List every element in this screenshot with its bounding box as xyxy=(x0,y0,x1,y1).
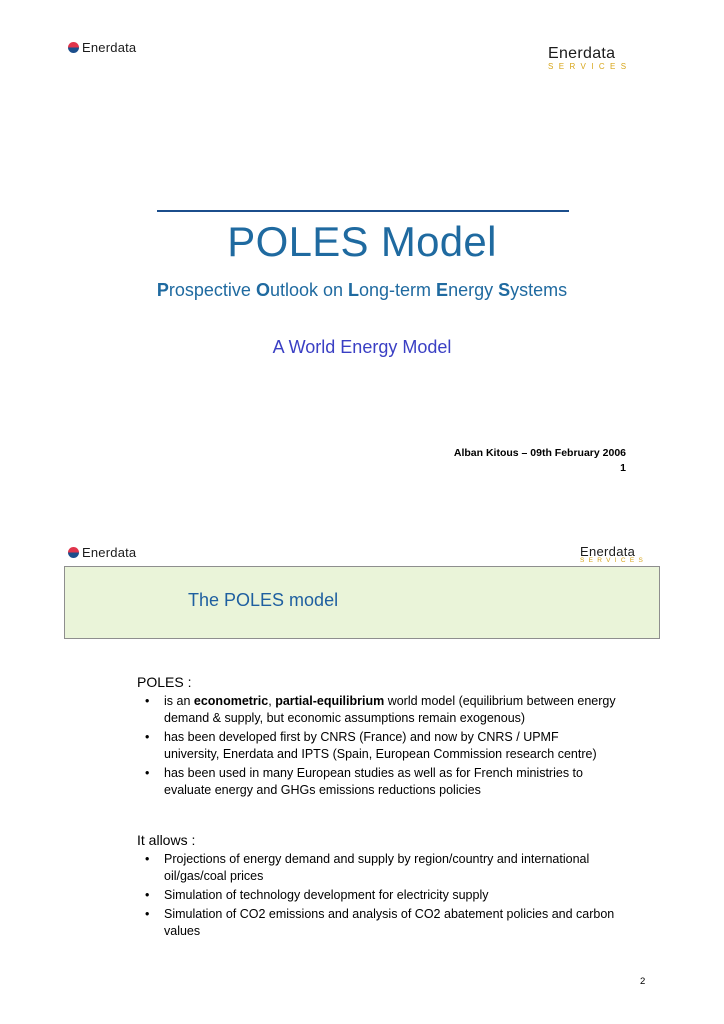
slide1-tagline: A World Energy Model xyxy=(272,337,452,357)
allows-section xyxy=(137,832,617,942)
slide1-page-number: 1 xyxy=(620,462,626,474)
logo-services-text: SERVICES xyxy=(580,557,648,564)
list-item: • has been used in many European studies as well as for French ministries to evaluate energy and GHGs emissions reductions policies xyxy=(137,765,617,799)
list-item: • Simulation of technology development for electricity supply xyxy=(137,887,617,904)
author-block xyxy=(380,446,626,476)
bullet-emphasis: econometric xyxy=(193,694,269,708)
allows-label: It allows : xyxy=(137,832,196,848)
enerdata-globe-icon xyxy=(68,42,79,53)
enerdata-services-logo-slide2-right xyxy=(580,545,647,565)
enerdata-globe-icon xyxy=(68,547,79,558)
allows-bullet-list xyxy=(137,851,617,940)
subtitle-initial: E xyxy=(436,280,449,300)
slide1-title: POLES Model xyxy=(227,218,497,265)
logo-brand-text: Enerdata xyxy=(548,45,616,62)
enerdata-logo-slide2-left xyxy=(68,545,136,560)
bullet-text: is an xyxy=(164,694,194,708)
poles-bullet-list xyxy=(137,693,617,799)
enerdata-services-logo-top-right xyxy=(548,46,632,71)
logo-brand-text: Enerdata xyxy=(82,40,137,55)
logo-brand-text: Enerdata xyxy=(82,545,137,560)
slide2-heading: The POLES model xyxy=(188,590,339,610)
list-item: • Simulation of CO2 emissions and analysis of CO2 abatement policies and carbon values xyxy=(137,906,617,940)
subtitle-word: utlook on xyxy=(269,280,349,300)
subtitle-initial: P xyxy=(156,280,169,300)
slide2-header-box xyxy=(64,566,660,639)
list-item xyxy=(137,693,617,727)
slide2-page-number: 2 xyxy=(640,976,646,987)
subtitle-initial: L xyxy=(348,280,360,300)
list-item: • Projections of energy demand and supply by region/country and international oil/gas/coal prices xyxy=(137,851,617,885)
subtitle-word: ong-term xyxy=(359,280,437,300)
slide1-subtitle xyxy=(0,280,724,301)
subtitle-word: nergy xyxy=(448,280,499,300)
bullet-text: , xyxy=(268,694,276,708)
subtitle-initial: O xyxy=(255,280,270,300)
poles-label: POLES : xyxy=(137,674,192,690)
list-item: • has been developed first by CNRS (France) and now by CNRS / UPMF university, Enerdata and IPTS (Spain, European Commission research centre) xyxy=(137,729,617,763)
subtitle-word: rospective xyxy=(168,280,256,300)
subtitle-initial: S xyxy=(498,280,511,300)
author-date: Alban Kitous – 09th February 2006 xyxy=(453,447,626,459)
poles-section xyxy=(137,674,617,801)
subtitle-word: ystems xyxy=(510,280,568,300)
logo-services-text: SERVICES xyxy=(548,62,632,71)
bullet-emphasis: partial-equilibrium xyxy=(275,694,385,708)
enerdata-logo-top-left xyxy=(68,40,136,55)
logo-brand-text: Enerdata xyxy=(580,544,636,559)
title-divider xyxy=(157,210,569,212)
bullet-text: world model (equilibrium between energy demand & supply, but economic assumptions remain exogenous) xyxy=(164,694,616,725)
